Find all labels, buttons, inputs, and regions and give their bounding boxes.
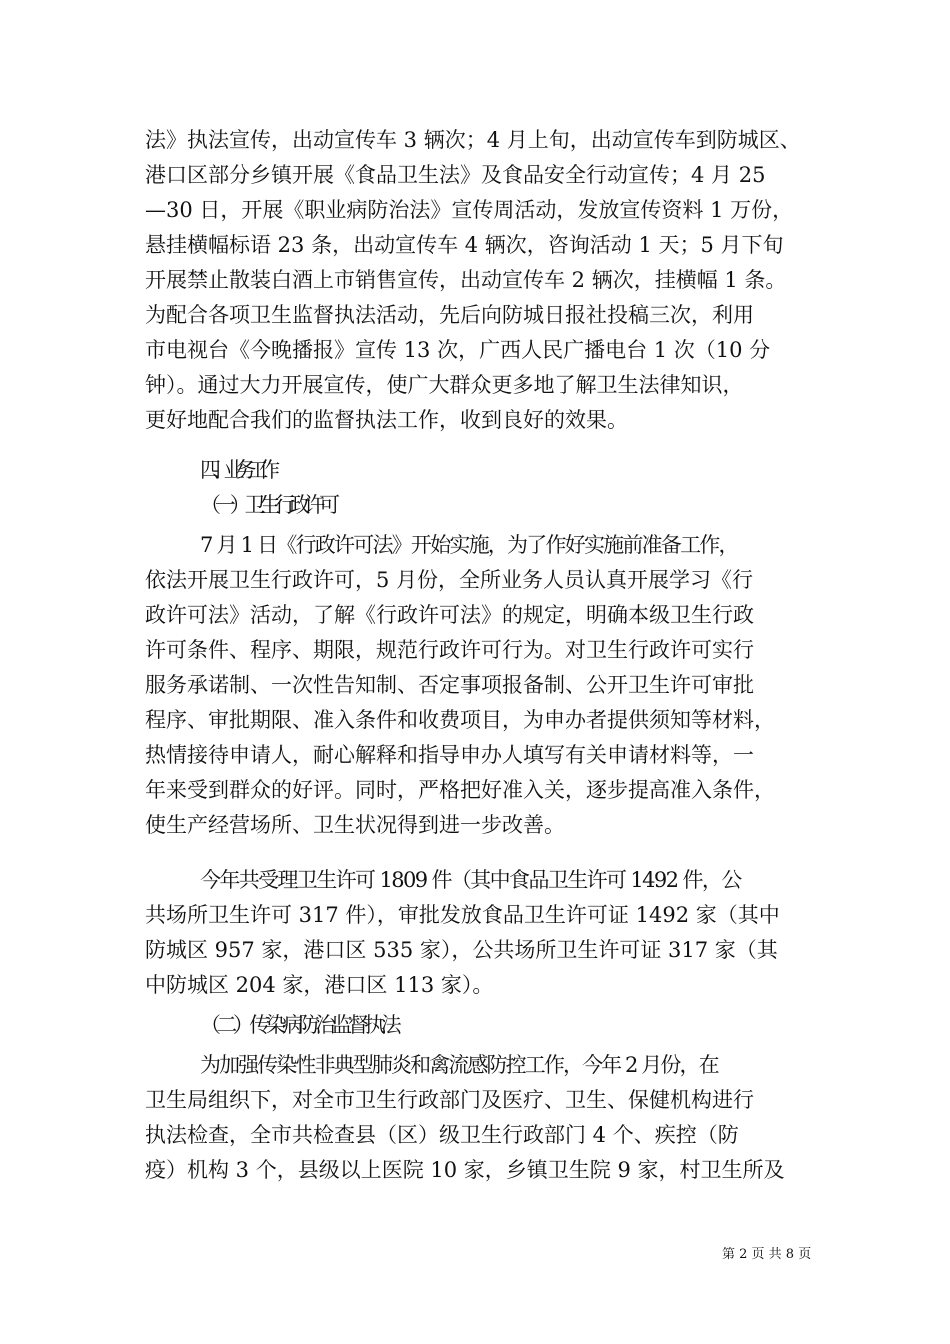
body-text-line: —30 日，开展《职业病防治法》宣传周活动，发放宣传资料 1 万份， xyxy=(145,198,794,222)
body-text-line: 防城区 957 家，港口区 535 家），公共场所卫生许可证 317 家（其 xyxy=(145,938,778,962)
body-text-line: 共场所卫生许可 317 件），审批发放食品卫生许可证 1492 家（其中 xyxy=(145,903,780,927)
body-text-line: 法》执法宣传，出动宣传车 3 辆次；4 月上旬，出动宣传车到防城区、 xyxy=(145,128,801,152)
body-text-line: 政许可法》活动，了解《行政许可法》的规定，明确本级卫生行政 xyxy=(145,603,754,627)
body-text-line: 卫生局组织下，对全市卫生行政部门及医疗、卫生、保健机构进行 xyxy=(145,1088,754,1112)
paragraph-first-line: 今年共受理卫生许可 1809 件（其中食品卫生许可 1492 件，公 xyxy=(200,868,741,892)
section-heading: 四、业务工作 xyxy=(200,458,271,482)
page-number-footer: 第 2 页 共 8 页 xyxy=(722,1247,812,1262)
body-text-line: 为配合各项卫生监督执法活动，先后向防城日报社投稿三次，利用 xyxy=(145,303,754,327)
subsection-heading: （二）传染病防治监督执法 xyxy=(200,1013,397,1037)
body-text-line: 使生产经营场所、卫生状况得到进一步改善。 xyxy=(145,813,565,837)
subsection-heading: （一）卫生行政许可 xyxy=(200,493,334,517)
body-text-line: 热情接待申请人，耐心解释和指导申办人填写有关申请材料等，一 xyxy=(145,743,754,767)
body-text-line: 依法开展卫生行政许可，5 月份，全所业务人员认真开展学习《行 xyxy=(145,568,754,592)
paragraph-first-line: 7 月 1 日《行政许可法》开始实施，为了作好实施前准备工作， xyxy=(200,533,738,557)
body-text-line: 更好地配合我们的监督执法工作，收到良好的效果。 xyxy=(145,408,628,432)
body-text-line: 执法检查，全市共检查县（区）级卫生行政部门 4 个、疾控（防 xyxy=(145,1123,739,1147)
body-text-line: 港口区部分乡镇开展《食品卫生法》及食品安全行动宣传；4 月 25 xyxy=(145,163,766,187)
body-text-line: 年来受到群众的好评。同时，严格把好准入关，逐步提高准入条件， xyxy=(145,778,775,802)
body-text-line: 服务承诺制、一次性告知制、否定事项报备制、公开卫生许可审批 xyxy=(145,673,754,697)
body-text-line: 疫）机构 3 个，县级以上医院 10 家，乡镇卫生院 9 家，村卫生所及 xyxy=(145,1158,785,1182)
body-text-line: 许可条件、程序、期限，规范行政许可行为。对卫生行政许可实行 xyxy=(145,638,754,662)
body-text-line: 市电视台《今晚播报》宣传 13 次，广西人民广播电台 1 次（10 分 xyxy=(145,338,771,362)
body-text-line: 中防城区 204 家，港口区 113 家）。 xyxy=(145,973,494,997)
body-text-line: 程序、审批期限、准入条件和收费项目，为申办者提供须知等材料， xyxy=(145,708,775,732)
paragraph-first-line: 为加强传染性非典型肺炎和禽流感防控工作，今年 2 月份，在 xyxy=(200,1053,718,1077)
body-text-line: 悬挂横幅标语 23 条，出动宣传车 4 辆次，咨询活动 1 天；5 月下旬 xyxy=(145,233,784,257)
body-text-line: 钟）。通过大力开展宣传，使广大群众更多地了解卫生法律知识， xyxy=(145,373,744,397)
body-text-line: 开展禁止散装白酒上市销售宣传，出动宣传车 2 辆次，挂横幅 1 条。 xyxy=(145,268,787,292)
